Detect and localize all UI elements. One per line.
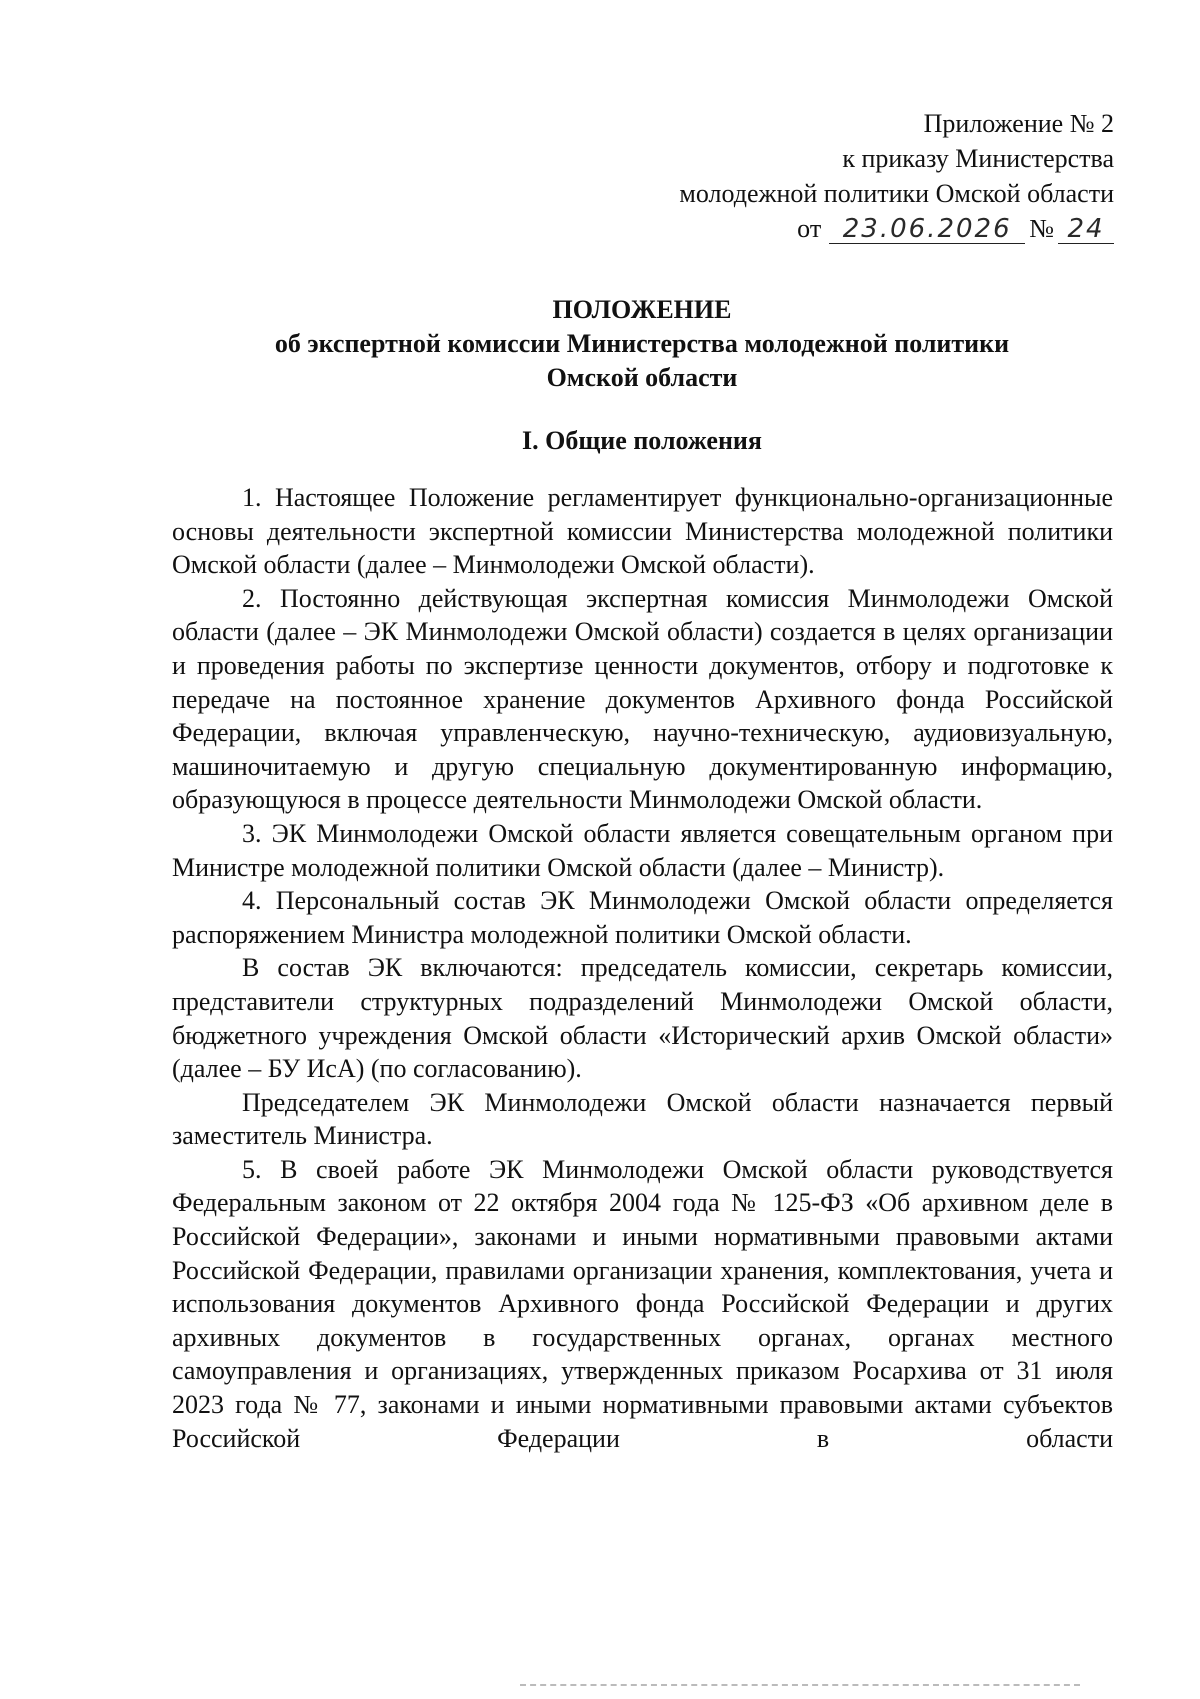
appendix-number: Приложение № 2 bbox=[923, 109, 1114, 138]
paragraph-4-chairman: Председателем ЭК Минмолодежи Омской области назначается первый заместитель Министра. bbox=[172, 1087, 1113, 1151]
paragraph-4: 4. Персональный состав ЭК Минмолодежи Омской области определяется распоряжением Министра молодежной политики Омской области. bbox=[172, 886, 1113, 949]
date-prefix: от bbox=[797, 214, 822, 243]
order-date-line bbox=[514, 211, 1114, 246]
title-sub-line-1: об экспертной комиссии Министерства молодежной политики bbox=[274, 329, 1010, 358]
number-prefix: № bbox=[1029, 214, 1054, 243]
document-title bbox=[170, 293, 1114, 395]
scan-noise-marks bbox=[520, 1684, 1080, 1689]
appendix-order-ref: к приказу Министерства bbox=[842, 144, 1114, 173]
paragraph-5: 5. В своей работе ЭК Минмолодежи Омской области руководствуется Федеральным законом от 22 октября 2004 года № 125-ФЗ «Об архивном деле в Российской Федерации», законами и иными нормативными правовыми актами Российской Федерации, правилами организации хранения, комплектования, учета и использования документов Архивного фонда Российской Федерации и других архивных документов в государственных органах, органах местного самоуправления и организациях, утвержденных приказом Росархива от 31 июля 2023 года № 77, законами и иными нормативными правовыми актами субъектов Российской Федерации в области bbox=[172, 1154, 1113, 1453]
paragraph-3: 3. ЭК Минмолодежи Омской области является совещательным органом при Министре молодежной политики Омской области (далее – Министр). bbox=[172, 818, 1113, 882]
document-body bbox=[172, 481, 1113, 1455]
appendix-ministry: молодежной политики Омской области bbox=[679, 179, 1114, 208]
title-sub-line-2: Омской области bbox=[546, 363, 738, 392]
paragraph-2: 2. Постоянно действующая экспертная комиссия Минмолодежи Омской области (далее – ЭК Минмолодежи Омской области) создается в целях организации и проведения работы по экспертизе ценности документов, отбору и подготовке к передаче на постоянное хранение документов Архивного фонда Российской Федерации, включая управленческую, научно-техническую, аудиовизуальную, машиночитаемую и другую специальную документированную информацию, образующуюся в процессе деятельности Минмолодежи Омской области. bbox=[172, 583, 1113, 815]
handwritten-number: 24 bbox=[1058, 215, 1114, 244]
handwritten-date: 23.06.2026 bbox=[829, 215, 1025, 244]
paragraph-1: 1. Настоящее Положение регламентирует функционально-организационные основы деятельности экспертной комиссии Министерства молодежной политики Омской области (далее – Минмолодежи Омской области). bbox=[172, 483, 1113, 580]
section-title: I. Общие положения bbox=[522, 426, 762, 455]
title-main: ПОЛОЖЕНИЕ bbox=[552, 295, 732, 324]
paragraph-4-composition: В состав ЭК включаются: председатель комиссии, секретарь комиссии, представители структурных подразделений Минмолодежи Омской области, бюджетного учреждения Омской области «Исторический архив Омской области» (далее – БУ ИсА) (по согласованию). bbox=[172, 953, 1113, 1084]
appendix-header bbox=[514, 106, 1114, 246]
